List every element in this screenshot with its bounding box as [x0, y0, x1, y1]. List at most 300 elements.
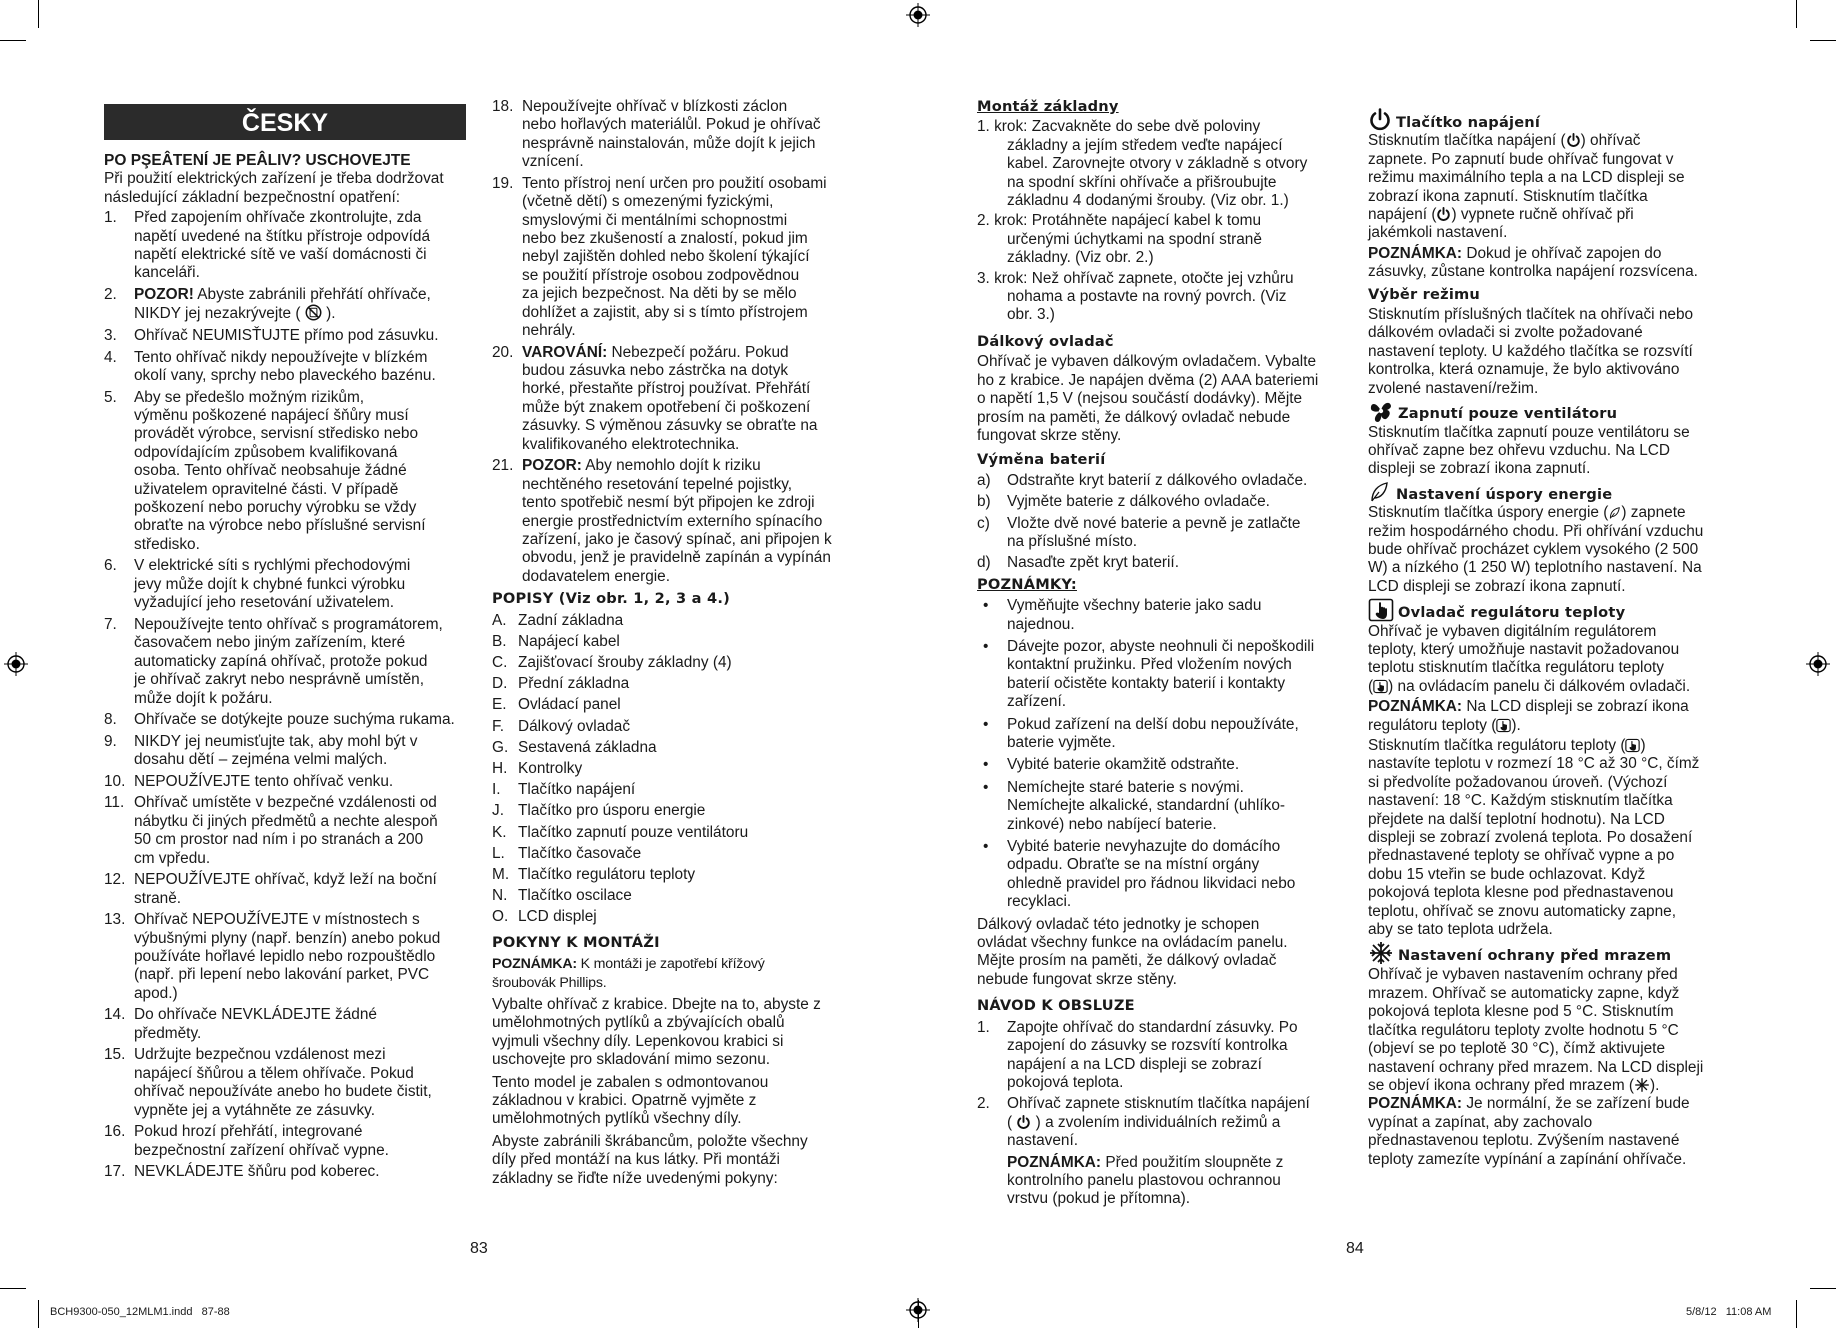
note-text [1007, 597, 1357, 634]
text-line: zařízení. [1007, 693, 1067, 711]
text-line: recyklaci. [1007, 893, 1072, 911]
text-line: fungovat skrze stěny. [977, 426, 1122, 444]
text-line: středisko. [134, 535, 200, 553]
registration-mark-icon [1806, 652, 1830, 676]
text-line: Vyjměte baterie z dálkového ovladače. [1007, 493, 1270, 511]
text-line: základny se řiďte níže uvedenými pokyny: [492, 1169, 778, 1187]
power-text [1368, 132, 1748, 242]
description-item [492, 718, 862, 736]
note-text [1007, 638, 1357, 712]
item-number: 12. [104, 871, 126, 889]
footer-file-info: BCH9300-050_12MLM1.indd 87-88 [50, 1306, 230, 1318]
text-line: výbušnými plyny (např. benzín) anebo pokud [134, 929, 441, 947]
text-line: Zapojte ohřívač do standardní zásuvky. Po [1007, 1018, 1298, 1036]
description-item [492, 633, 862, 651]
text-line: displeji se zobrazí zvolená teplota. Po dosažení [1368, 829, 1693, 847]
text-line: ) [1640, 737, 1646, 754]
description-item [492, 739, 862, 757]
registration-mark-icon [906, 1298, 930, 1322]
text-line: jevy může dojít k chybné funkci výrobku [134, 575, 406, 593]
item-text [134, 1006, 466, 1043]
item-number: 9. [104, 732, 117, 750]
text-line: okolí vany, sprchy nebo plaveckého bazénu. [134, 367, 436, 385]
text-line: nastavení ochrany před mrazem. Na LCD displeji [1368, 1058, 1704, 1076]
text-line: nesprávně nainstalován, může dojít k jejich [522, 134, 816, 152]
text-line: Nepoužívejte tento ohřívač s programátorem, [134, 615, 443, 633]
text-line: nastavení. [1007, 1132, 1079, 1150]
list-item [492, 344, 862, 454]
text-line: zvolené nastavení/režim. [1368, 379, 1539, 397]
step-label: 3. krok: [977, 269, 1028, 287]
item-number: 1. [104, 209, 117, 227]
text-line: nábytku či jiných předmětů a nechte alespoň [134, 812, 438, 830]
description-letter: A. [492, 611, 507, 629]
note-line: ). [1511, 716, 1521, 734]
crop-mark [38, 1300, 39, 1328]
note-line: teploty zamezíte vypínání a zapínání ohřívače. [1368, 1150, 1687, 1168]
note-line: Je normální, že se zařízení bude [1462, 1095, 1690, 1113]
description-letter: E. [492, 696, 507, 714]
text-line: uživatelem opravitelné části. V případě [134, 480, 399, 498]
operation-note [1007, 1154, 1357, 1209]
eco-text [1368, 504, 1748, 596]
item-number: 16. [104, 1123, 126, 1141]
descriptions-list [492, 612, 862, 927]
item-text [134, 871, 466, 908]
battery-letter: c) [977, 514, 990, 532]
text-line: ) a zvolením individuálních režimů a [1031, 1113, 1281, 1131]
safety-list-continued [492, 98, 862, 586]
text-line: NIKDY jej neumisťujte tak, aby mohl být v [134, 732, 418, 750]
bullet: • [983, 838, 989, 856]
item-text [134, 616, 466, 708]
list-item [104, 1046, 466, 1120]
base-assembly-heading: Montáž základny [977, 98, 1119, 115]
text-line: napětí uvedené na štítku přístroje odpovídá [134, 227, 431, 245]
list-item [104, 557, 466, 612]
text-line: Vložte dvě nové baterie a pevně je zatlačte [1007, 514, 1301, 532]
description-text: Sestavená základna [518, 738, 657, 756]
text-line: provádět výrobce, servisní středisko nebo [134, 425, 419, 443]
item-number: 20. [492, 343, 514, 361]
text-line: na spodní skříni ohřívače a přišroubujte [1007, 173, 1277, 191]
description-letter: H. [492, 759, 508, 777]
description-letter: B. [492, 632, 507, 650]
description-text: Dálkový ovladač [518, 717, 631, 735]
text-line: se objeví ikona ochrany před mrazem ( [1368, 1076, 1635, 1094]
description-text: Tlačítko časovače [518, 844, 642, 862]
text-line: energie prostřednictvím externího spínacího [522, 512, 823, 530]
column-1 [104, 0, 466, 1185]
assembly-paragraph [492, 996, 862, 1070]
text-line: baterie vyjměte. [1007, 734, 1116, 751]
thermo-heading-row [1368, 598, 1748, 622]
text-line: dosahu dětí – zejména velmi malých. [134, 751, 388, 769]
do-not-cover-icon [305, 304, 322, 321]
list-item [104, 209, 466, 283]
text-line: zapojení do zásuvky se rozsvítí kontrolka [1007, 1037, 1288, 1055]
description-item [492, 654, 862, 672]
text-line: může být znakem opotřebení či poškození [522, 398, 811, 416]
fan-heading: Zapnutí pouze ventilátoru [1398, 405, 1618, 423]
text-line: Ohřívač zapnete stisknutím tlačítka napájení [1007, 1095, 1310, 1113]
text-line: Stisknutím tlačítka regulátoru teploty ( [1368, 737, 1626, 754]
item-number: 6. [104, 557, 117, 575]
battery-heading: Výměna baterií [977, 451, 1106, 469]
text-line: displeji se zobrazí ikona zapnutí. [1368, 460, 1591, 478]
crop-mark [1810, 1288, 1836, 1289]
description-item [492, 824, 862, 842]
description-letter: M. [492, 865, 510, 883]
text-line: odpadu. Obraťte se na místní orgány [1007, 856, 1260, 874]
battery-step [977, 472, 1357, 490]
text-line: Abyste zabránili škrábancům, položte všechny [492, 1132, 808, 1150]
description-letter: F. [492, 717, 504, 735]
text-line: Tento přístroj není určen pro použití osobami [522, 174, 827, 192]
remote-paragraph [977, 353, 1357, 445]
description-item [492, 802, 862, 820]
column-3 [977, 98, 1357, 1209]
assembly-paragraphs [492, 996, 862, 1188]
text-line: pokojová teplota. [1007, 1073, 1124, 1091]
item-text [522, 344, 862, 454]
thermostat-hand-icon [1625, 738, 1640, 753]
text-line: napájení a na LCD displeji se zobrazí [1007, 1055, 1262, 1073]
note-line: vrstvu (pokud je přítomna). [1007, 1190, 1191, 1208]
text-line: Dávejte pozor, abyste neohnuli či nepoškodili [1007, 637, 1315, 655]
text-line: 50 cm prostor nad ním i po stranách a 200 [134, 831, 424, 849]
text-line: díly před montáží na kus látky. Při montáži [492, 1151, 780, 1169]
text-line: bezpečnostní zařízení ohřívač vypne. [134, 1141, 389, 1159]
text-line: poškození nebo poruchy výrobku se vždy [134, 499, 417, 517]
text-line: nehrály. [522, 322, 576, 340]
thermo-rest [1368, 755, 1699, 938]
description-letter: G. [492, 738, 509, 756]
item-text [1007, 1095, 1357, 1150]
list-item [104, 794, 466, 868]
description-text: Tlačítko napájení [518, 781, 636, 799]
text-line: umělohmotných pytlíků a zbývajících obalů [492, 1014, 785, 1032]
text-line: apod.) [134, 984, 178, 1002]
assembly-heading: POKYNY K MONTÁŽI [492, 933, 660, 951]
note-label: POZNÁMKA: [1368, 244, 1463, 262]
text-line: umělohmotných pytlíků všechny díly. [492, 1110, 742, 1128]
text-line: Před zapojením ohřívače zkontrolujte, zda [134, 209, 422, 227]
text-line: Vyměňujte všechny baterie jako sadu [1007, 597, 1262, 615]
list-item [104, 733, 466, 770]
item-text [134, 711, 466, 729]
text-line: Stisknutím tlačítka zapnutí pouze ventilátoru se [1368, 423, 1690, 441]
description-text: Napájecí kabel [518, 632, 620, 650]
text-line: Ohřívač NEUMISŤUJTE přímo pod zásuvku. [134, 327, 439, 345]
eco-heading-row [1368, 481, 1748, 504]
item-number: 10. [104, 772, 126, 790]
power-section [1368, 108, 1748, 282]
text-line: bude ohřívač procházet cyklem vysokého (2 500 [1368, 540, 1699, 558]
battery-step [977, 515, 1357, 552]
text-line: ho z krabice. Je napájen dvěma (2) AAA bateriemi [977, 371, 1319, 389]
item-text [134, 794, 466, 868]
text-line: obraťte na výrobce nebo příslušné servisní [134, 517, 426, 535]
frost-text [1368, 966, 1748, 1095]
description-text: Ovládací panel [518, 696, 621, 714]
leaf-icon [1608, 506, 1621, 520]
registration-mark-icon [4, 652, 28, 676]
snowflake-icon [1368, 940, 1394, 966]
notes-heading: POZNÁMKY: [977, 575, 1077, 593]
note-label: POZNÁMKA: [1368, 698, 1463, 716]
text-line: uschovejte pro skladování mimo sezonu. [492, 1051, 771, 1069]
battery-text [1007, 472, 1357, 490]
text-line: prosím na paměti, že dálkový ovladač nebude [977, 408, 1291, 426]
text-line: ovládat všechny funkce na ovládacím panelu. [977, 934, 1288, 952]
note-item [977, 597, 1357, 634]
battery-text [1007, 515, 1357, 552]
thermo-heading: Ovladač regulátoru teploty [1398, 604, 1626, 622]
list-item [104, 616, 466, 708]
note-line: regulátoru teploty ( [1368, 716, 1497, 734]
note-label: POZNÁMKA: [1368, 1095, 1463, 1113]
text-line: Mějte prosím na paměti, že dálkový ovladač [977, 952, 1277, 970]
item-bold-label hb: VAROVÁNÍ: [522, 343, 608, 361]
text-line: Odstraňte kryt baterií z dálkového ovladače. [1007, 471, 1308, 489]
text-line: vyjmuli všechny díly. Lepenkovou krabici si [492, 1032, 784, 1050]
text-line: kontaktní pružinku. Před vložením nových [1007, 656, 1292, 674]
list-item [492, 98, 862, 172]
text-line: Vybité baterie okamžitě odstraňte. [1007, 756, 1240, 774]
item-number: 11. [104, 794, 125, 812]
bullet: • [983, 715, 989, 733]
text-line: Ohřívač je vybaven dálkovým ovladačem. Vybalte [977, 353, 1317, 371]
battery-step [977, 554, 1357, 572]
battery-steps [977, 472, 1357, 573]
safety-intro: Při použití elektrických zařízení je třeba dodržovat následující základní bezpečnostní opatření: [104, 170, 444, 206]
text-line: Pokud zařízení na delší dobu nepoužíváte, [1007, 715, 1299, 733]
item-number: 15. [104, 1046, 126, 1064]
text-line: zařízení, jako je časový spínač, ani připojen k [522, 530, 832, 548]
text-line: Zacvakněte do sebe dvě poloviny [1027, 118, 1261, 136]
note-item [977, 779, 1357, 834]
list-item [104, 327, 466, 345]
text-line: LCD displeji se zobrazí ikona zapnutí. [1368, 577, 1626, 595]
fan-icon [1368, 399, 1394, 423]
battery-text [1007, 493, 1357, 511]
item-text [522, 98, 862, 172]
text-line: nohama a postavte na rovný povrch. (Viz [1007, 288, 1287, 306]
bullet: • [983, 756, 989, 774]
description-letter: N. [492, 887, 508, 905]
text-line: napětí elektrické sítě ve vaší domácnosti či [134, 246, 427, 264]
text-line: obvodu, jenž je pravidelně zapínán a vypínán [522, 549, 831, 567]
note-line: vypínat a zapínat, aby zachovalo [1368, 1113, 1593, 1131]
description-letter: C. [492, 653, 508, 671]
text-line: straně. [134, 889, 182, 907]
item-number: 17. [104, 1163, 126, 1181]
description-item [492, 781, 862, 799]
text-line: ohledně pravidel pro řádnou likvidaci nebo [1007, 874, 1296, 892]
text-line: vyžadující jeho resetování uživatelem. [134, 594, 395, 612]
item-text [134, 209, 466, 283]
text-line: přednastavené teploty se ohřívač vypne a po [1368, 847, 1675, 865]
note-line: kontrolního panelu plastovou ochrannou [1007, 1171, 1281, 1189]
text-line: Nemíchejte alkalické, standardní (uhlíko- [1007, 797, 1286, 815]
leaf-icon [1368, 481, 1390, 503]
list-item [104, 773, 466, 791]
frost-note [1368, 1095, 1748, 1169]
item-number: 13. [104, 911, 126, 929]
battery-letter: b) [977, 493, 991, 511]
item-number: 14. [104, 1006, 126, 1024]
text-line: Vybité baterie nevyhazujte do domácího [1007, 838, 1281, 856]
description-item [492, 612, 862, 630]
description-letter: K. [492, 823, 507, 841]
text-line: jakémkoli nastavení. [1368, 224, 1508, 242]
item-number: 19. [492, 174, 514, 192]
description-item [492, 887, 862, 905]
text-line: základny. (Viz obr. 2.) [1007, 249, 1154, 267]
text-line: Nepoužívejte ohřívač v blízkosti záclon [522, 98, 788, 115]
item-number: 2. [977, 1095, 990, 1113]
note-text [1007, 838, 1357, 912]
text-line: NEVKLÁDEJTE šňůru pod koberec. [134, 1163, 380, 1181]
column-4 [1368, 108, 1748, 1169]
note-label: POZNÁMKA: [492, 956, 577, 973]
language-title: ČESKY [104, 104, 466, 140]
text-line: dobu 15 vteřin se bude ochlazovat. Když [1368, 865, 1646, 883]
note-text [1007, 779, 1357, 834]
text-line: napájecí šňůrou a tělem ohřívače. Pokud [134, 1064, 414, 1082]
item-text [522, 175, 862, 341]
power-icon [1368, 108, 1392, 132]
text-line: na příslušné místo. [1007, 532, 1138, 550]
text-line: automaticky zapíná ohřívač, protože pokud [134, 652, 428, 670]
thermostat-hand-icon [1496, 718, 1511, 733]
text-line: dohlížet a zajistit, aby si s tímto přístrojem [522, 303, 808, 321]
text-line: teplotu, ohřívač se znovu automaticky zapne, [1368, 902, 1676, 920]
note-item [977, 638, 1357, 712]
item-text [134, 327, 466, 345]
text-line: pokojová teplota klesne pod přednastavenou [1368, 884, 1674, 902]
text-line: baterií očistěte kontakty baterií i kontakty [1007, 674, 1286, 692]
item-text [134, 1046, 466, 1120]
text-line: Nebezpečí požáru. Pokud [607, 343, 789, 361]
text-line: Stisknutím příslušných tlačítek na ohřívači nebo [1368, 306, 1694, 324]
description-text: Zajišťovací šrouby základny (4) [518, 653, 732, 671]
item-number: 1. [977, 1018, 990, 1036]
item-number: 5. [104, 388, 117, 406]
battery-step [977, 493, 1357, 511]
text-line: nastavení teploty. U každého tlačítka se rozsvítí [1368, 342, 1693, 360]
text-line: Protáhněte napájecí kabel k tomu [1027, 212, 1262, 230]
item-text [134, 1163, 466, 1181]
text-line: používáte hořlavé lepidlo nebo rozpouštědlo [134, 947, 436, 965]
text-line: Ohřívač je vybaven digitálním regulátorem [1368, 622, 1657, 640]
item-text [134, 557, 466, 612]
text-line: Stisknutím tlačítka napájení ( [1368, 132, 1566, 150]
text-line: ( [1368, 677, 1374, 695]
text-line: obr. 3.) [1007, 306, 1055, 324]
text-line: výměnu poškozené napájecí šňůry musí [134, 407, 409, 425]
description-text: Tlačítko zapnutí pouze ventilátoru [518, 823, 749, 841]
crop-mark [1810, 40, 1836, 41]
fan-text [1368, 424, 1748, 479]
mode-text [1368, 306, 1748, 398]
list-item [104, 871, 466, 908]
column-2 [492, 98, 862, 1192]
text-line: Pokud hrozí přehřátí, integrované [134, 1123, 363, 1141]
text-line: ohřívač zapne bez ohřevu vzduchu. Na LCD [1368, 441, 1670, 459]
text-line: může dojít k požáru. [134, 689, 273, 707]
text-line: zinkové) nebo nabíjecí baterie. [1007, 815, 1217, 833]
text-line: časovačem nebo jiným zařízením, které [134, 634, 406, 652]
text-line: vznícení. [522, 153, 584, 171]
text-line: Ohřívač NEPOUŽÍVEJTE v místnostech s [134, 911, 420, 929]
text-line: dodavatelem energie. [522, 567, 671, 585]
assembly-step [977, 118, 1357, 210]
text-line: dálkovém ovladači si zvolte požadované [1368, 324, 1643, 342]
text-line: tento spotřebič nesmí být připojen ke zdroji [522, 494, 815, 512]
text-line: mrazem. Ohřívač se automaticky zapne, když [1368, 984, 1680, 1002]
item-number: 7. [104, 615, 117, 633]
note-item [977, 716, 1357, 753]
note-line: přednastavenou teplotu. Zvýšením nastavené [1368, 1132, 1680, 1150]
text-line: nastavení: 18 °C. Každým stisknutím tlačítka [1368, 792, 1673, 810]
text-line: základnu 4 dodanými šrouby. (Viz obr. 1.) [1007, 192, 1289, 210]
text-line: si předvolíte požadovanou úroveň. (Výchozí [1368, 773, 1668, 791]
text-line: Ohřívače se dotýkejte pouze suchýma rukama. [134, 711, 455, 729]
eco-heading: Nastavení úspory energie [1396, 485, 1613, 503]
text-line: se použití přístroje osobou zodpovědnou [522, 266, 800, 284]
mode-heading: Výběr režimu [1368, 285, 1481, 303]
description-text: Tlačítko oscilace [518, 887, 632, 905]
page-number-left: 83 [470, 1240, 488, 1257]
registration-mark-icon [906, 3, 930, 27]
text-line: nebyl zajištěn dohled nebo školení týkající [522, 248, 810, 266]
descriptions-heading: POPISY (Viz obr. 1, 2, 3 a 4.) [492, 590, 730, 608]
note-line: Na LCD displeji se zobrazí ikona [1462, 698, 1689, 716]
battery-letter: d) [977, 554, 991, 572]
description-item [492, 675, 862, 693]
text-line: najednou. [1007, 615, 1075, 633]
remote-heading: Dálkový ovladač [977, 332, 1114, 350]
text-line: Stisknutím tlačítka úspory energie ( [1368, 504, 1609, 522]
note-label: POZNÁMKA: [1007, 1153, 1102, 1171]
text-line: (objeví se po teplotě 30 °C), čímž aktivujete [1368, 1040, 1666, 1058]
description-item [492, 845, 862, 863]
assembly-step [977, 212, 1357, 267]
text-line: za jejich bezpečnost. Na děti by se mělo [522, 285, 797, 303]
thermo-note [1368, 698, 1748, 735]
note-line: šroubovák Phillips. [492, 974, 607, 991]
note-item [977, 838, 1357, 912]
note-item [977, 756, 1357, 774]
item-number: 3. [104, 327, 117, 345]
text-line: teploty, který umožňuje nastavit požadovanou [1368, 640, 1680, 658]
text-line: ( [1007, 1113, 1017, 1131]
text-line: kabel. Zarovnejte otvory v základně s otvory [1007, 155, 1308, 173]
note-text [1007, 756, 1357, 774]
text-line: Ohřívač umístěte v bezpečné vzdálenosti od [134, 794, 437, 812]
item-number: 18. [492, 98, 514, 115]
note-line: K montáži je zapotřebí křížový [576, 956, 765, 973]
page-number-right: 84 [1346, 1240, 1364, 1257]
item-text [134, 733, 466, 770]
text-line: režim hospodárného chodu. Při ohřívání vzduchu [1368, 522, 1704, 540]
description-letter: L. [492, 844, 505, 862]
operation-heading: NÁVOD K OBSLUZE [977, 997, 1135, 1015]
description-letter: J. [492, 802, 504, 820]
list-item [104, 711, 466, 729]
